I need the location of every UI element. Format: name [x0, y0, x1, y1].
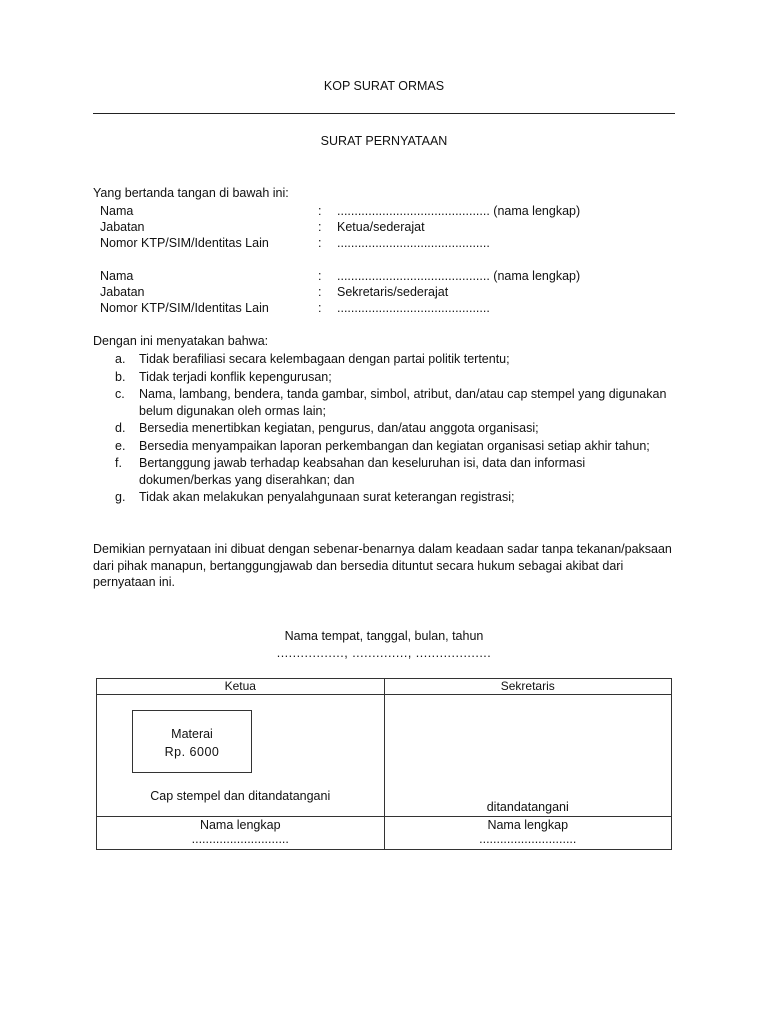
declaration-item	[93, 420, 673, 437]
item-text: Bersedia menertibkan kegiatan, pengurus, dan/atau anggota organisasi;	[139, 421, 539, 435]
item-marker: c.	[115, 387, 125, 401]
signer-row-id	[100, 300, 660, 316]
declaration-item	[93, 351, 673, 368]
field-value: ............................................	[337, 236, 490, 250]
closing-paragraph: Demikian pernyataan ini dibuat dengan sebenar-benarnya dalam keadaan sadar tanpa tekanan/paksaan dari pihak manapun, bertanggungjawab dan bersedia dituntut secara hukum sebagai akibat dari pernyataan ini.	[93, 542, 672, 589]
secretary-name-blank: ............................	[479, 832, 577, 846]
secretary-signature-cell	[384, 695, 672, 817]
stamp-duty-amount: Rp. 6000	[164, 745, 220, 759]
signature-area	[97, 695, 672, 817]
field-colon: :	[318, 285, 322, 299]
declaration-list	[93, 351, 673, 507]
secretary-header: Sekretaris	[384, 679, 672, 695]
item-marker: f.	[115, 456, 122, 470]
field-value: Sekretaris/sederajat	[337, 285, 449, 299]
field-colon: :	[318, 236, 322, 250]
item-text: Tidak terjadi konflik kepengurusan;	[139, 369, 332, 384]
signer-block-chair	[100, 203, 660, 251]
declaration-item	[93, 386, 673, 419]
field-colon: :	[318, 204, 322, 218]
field-colon: :	[318, 220, 322, 234]
signer-row-position	[100, 284, 660, 300]
item-text: Tidak akan melakukan penyalahgunaan surat keterangan registrasi;	[139, 490, 515, 504]
field-colon: :	[318, 301, 322, 315]
declaration-item	[93, 489, 673, 506]
field-value: ............................................	[337, 301, 490, 315]
signer-block-secretary	[100, 268, 660, 316]
secretary-signature-caption: ditandatangani	[486, 800, 569, 814]
place-date-label: Nama tempat, tanggal, bulan, tahun	[284, 629, 484, 643]
item-text: Bertanggung jawab terhadap keabsahan dan keseluruhan isi, data dan informasi dokumen/berkas yang diserahkan; dan	[139, 456, 586, 487]
field-label: Nama	[100, 204, 134, 218]
document-title: SURAT PERNYATAAN	[320, 134, 448, 148]
item-marker: e.	[115, 438, 126, 453]
chair-name-blank: ............................	[191, 832, 289, 846]
chair-name-label: Nama lengkap	[199, 818, 281, 832]
declaration-item	[93, 455, 673, 488]
item-marker: a.	[115, 352, 126, 366]
field-value: ............................................ (nama lengkap)	[337, 204, 581, 218]
secretary-name-cell	[384, 817, 672, 850]
item-marker: b.	[115, 369, 126, 384]
field-value: Ketua/sederajat	[337, 220, 425, 234]
item-text: Bersedia menyampaikan laporan perkembangan dan kegiatan organisasi setiap akhir tahun;	[139, 438, 650, 453]
item-marker: g.	[115, 490, 126, 504]
signature-table	[96, 678, 672, 850]
item-text: Nama, lambang, bendera, tanda gambar, simbol, atribut, dan/atau cap stempel yang digunakan belum digunakan oleh ormas lain;	[139, 387, 667, 418]
field-label: Jabatan	[100, 285, 145, 299]
intro-text: Yang bertanda tangan di bawah ini:	[93, 186, 289, 200]
place-date-blank: ................., .............., ...................	[276, 646, 492, 660]
chair-signature-caption: Cap stempel dan ditandatangani	[150, 789, 331, 803]
field-colon: :	[318, 269, 322, 283]
field-label: Nama	[100, 269, 134, 283]
field-label: Jabatan	[100, 220, 145, 234]
secretary-name-label: Nama lengkap	[487, 818, 569, 832]
field-label: Nomor KTP/SIM/Identitas Lain	[100, 301, 269, 315]
declaration-item	[93, 369, 673, 386]
field-value: ............................................ (nama lengkap)	[337, 269, 581, 283]
declaration-item	[93, 438, 673, 455]
signer-row-name	[100, 268, 660, 284]
signature-table-header	[97, 679, 672, 695]
signer-row-name	[100, 203, 660, 219]
signer-row-position	[100, 219, 660, 235]
item-text: Tidak berafiliasi secara kelembagaan dengan partai politik tertentu;	[139, 352, 510, 366]
item-marker: d.	[115, 421, 126, 435]
chair-header: Ketua	[97, 679, 385, 695]
signer-row-id	[100, 235, 660, 251]
letterhead: KOP SURAT ORMAS	[323, 79, 445, 93]
field-label: Nomor KTP/SIM/Identitas Lain	[100, 236, 269, 250]
stamp-duty-box	[132, 710, 252, 773]
chair-name-cell	[97, 817, 385, 850]
stamp-duty-label: Materai	[171, 727, 213, 741]
declaration-intro: Dengan ini menyatakan bahwa:	[93, 334, 269, 348]
header-divider	[93, 113, 675, 114]
signature-names	[97, 817, 672, 850]
chair-signature-cell	[97, 695, 385, 817]
